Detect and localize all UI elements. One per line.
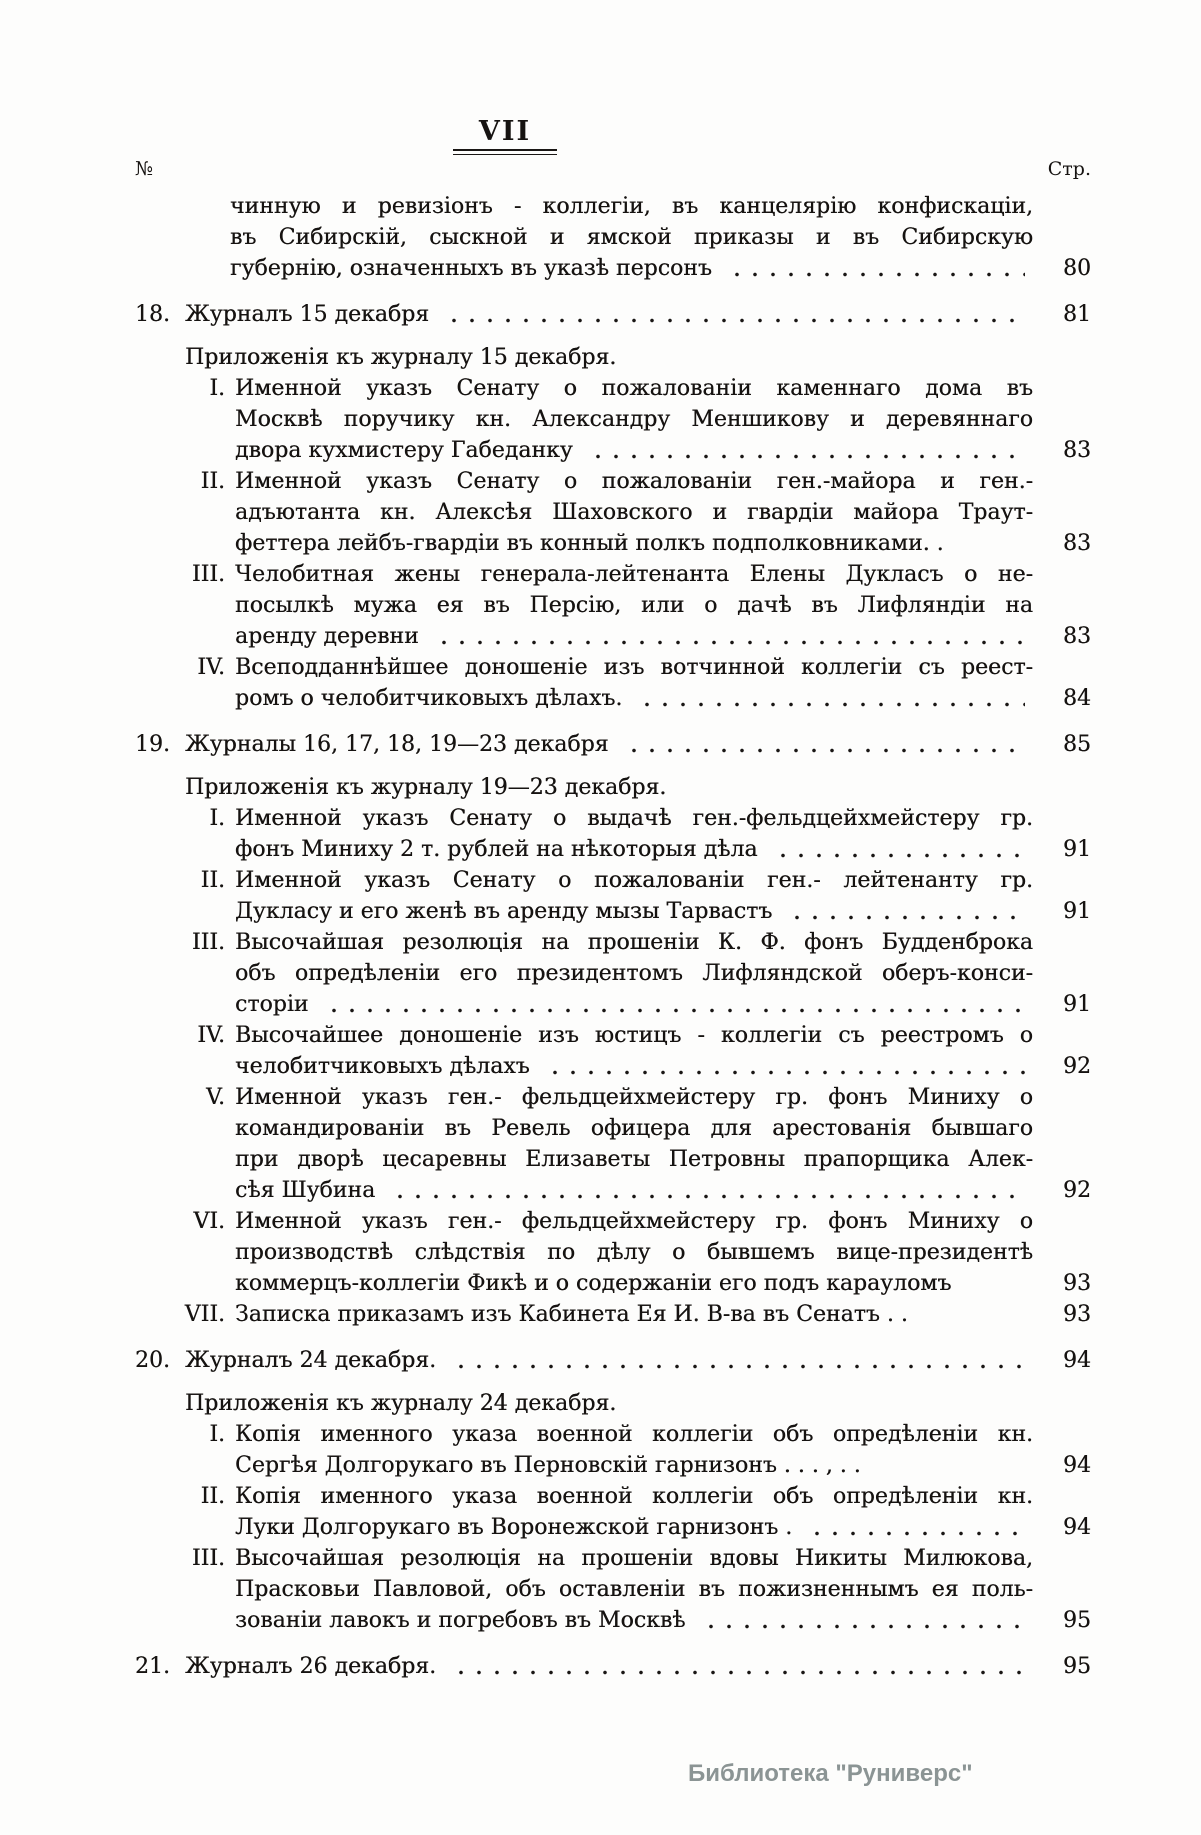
toc-entry-journal: [135, 299, 1091, 330]
entry-text: [235, 1082, 1033, 1206]
entry-text-line: [185, 1388, 1033, 1419]
item-roman-numeral: I.: [209, 806, 225, 831]
entry-text-line: [235, 1237, 1033, 1268]
entry-text-content: Высочайшее доношеніе изъ юстицъ - коллегіи съ реестромъ о: [235, 1023, 1033, 1048]
entry-text-line: [235, 652, 1033, 683]
page-ref: 94: [1063, 1348, 1091, 1373]
entry-text-line: [230, 253, 1033, 284]
entry-text-content: въ Сибирскій, сыскной и ямской приказы и въ Сибирскую: [230, 225, 1033, 250]
entry-text-content: Именной указъ Сенату о пожалованіи ген.- лейтенанту гр.: [235, 868, 1033, 893]
col-header-page: Стр.: [1047, 158, 1091, 180]
page-ref: 94: [1063, 1515, 1091, 1540]
entry-text: [235, 1206, 1033, 1299]
entry-text-line: [235, 559, 1033, 590]
entry-text-content: Записка приказамъ изъ Кабинета Ея И. В-ва въ Сенатъ . .: [235, 1302, 908, 1327]
entry-text: [235, 803, 1033, 865]
entry-text-content: ромъ о челобитчиковыхъ дѣлахъ.: [235, 686, 623, 711]
entry-text-line: [235, 1206, 1033, 1237]
entry-text-content: производствѣ слѣдствія по дѣлу о бывшемъ вице-президентѣ: [235, 1240, 1033, 1265]
entry-text-line: [235, 497, 1033, 528]
entry-text-line: [185, 299, 1033, 330]
entry-text: [235, 373, 1033, 466]
appendix-header: [135, 772, 1091, 803]
watermark: Библиотека "Руниверс": [688, 1760, 973, 1787]
entry-text-line: [235, 989, 1033, 1020]
entry-text-content: Приложенія къ журналу 19—23 декабря.: [185, 775, 667, 800]
dot-leader: [431, 638, 1025, 647]
page-ref: 93: [1063, 1271, 1091, 1296]
entry-text-content: фонъ Миниху 2 т. рублей на нѣкоторыя дѣла: [235, 837, 758, 862]
page-ref: 85: [1063, 732, 1091, 757]
item-roman-numeral: IV.: [197, 655, 225, 680]
entry-text-line: [185, 1345, 1033, 1376]
entry-text: [235, 559, 1033, 652]
folio-underline: [453, 149, 557, 155]
dot-leader: [634, 700, 1025, 709]
page-ref: 95: [1063, 1654, 1091, 1679]
entry-text: [235, 1299, 1033, 1330]
entry-text-line: [235, 896, 1033, 927]
entry-text-line: [235, 1512, 1033, 1543]
page-number: VII: [478, 116, 532, 147]
dot-leader: [770, 851, 1025, 860]
entry-text-line: [235, 404, 1033, 435]
entry-number: 20.: [135, 1348, 170, 1373]
entry-text-content: Высочайшая резолюція на прошеніи К. Ф. фонъ Будденброка: [235, 930, 1033, 955]
entry-text-content: Приложенія къ журналу 15 декабря.: [185, 345, 617, 370]
item-roman-numeral: VII.: [184, 1302, 225, 1327]
entry-text: [235, 466, 1033, 559]
col-header-entry-number: №: [135, 158, 153, 180]
entry-text-content: двора кухмистеру Габеданку: [235, 438, 573, 463]
item-roman-numeral: III.: [191, 562, 225, 587]
entry-text-line: [235, 1299, 1033, 1330]
entry-text: [235, 1419, 1033, 1481]
toc-entry-journal: [135, 1345, 1091, 1376]
entry-text: [185, 772, 1033, 803]
appendix-header: [135, 1388, 1091, 1419]
entry-text-line: [185, 772, 1033, 803]
entry-text-content: Именной указъ ген.- фельдцейхмейстеру гр. фонъ Миниху о: [235, 1209, 1033, 1234]
page-ref: 83: [1063, 624, 1091, 649]
appendix-header: [135, 342, 1091, 373]
item-roman-numeral: III.: [191, 930, 225, 955]
entry-text-line: [235, 466, 1033, 497]
entry-text-line: [235, 865, 1033, 896]
item-roman-numeral: III.: [191, 1546, 225, 1571]
toc-appendix-item: [135, 1020, 1091, 1082]
page-ref: 91: [1063, 837, 1091, 862]
entry-text-line: [235, 1082, 1033, 1113]
entry-text: [235, 1543, 1033, 1636]
toc-entry-journal: [135, 729, 1091, 760]
toc-appendix-item: [135, 1543, 1091, 1636]
entry-text-line: [235, 590, 1033, 621]
entry-text-line: [235, 1574, 1033, 1605]
page-ref: 95: [1063, 1608, 1091, 1633]
entry-text-content: Луки Долгорукаго въ Воронежской гарнизонъ .: [235, 1515, 793, 1540]
entry-text-content: Прасковьи Павловой, объ оставленіи въ пожизненнымъ ея поль-: [235, 1577, 1033, 1602]
folio-underline-thick: [453, 149, 557, 151]
item-roman-numeral: I.: [209, 376, 225, 401]
entry-text-content: командированіи въ Ревель офицера для арестованія бывшаго: [235, 1116, 1033, 1141]
dot-leader: [621, 746, 1025, 755]
entry-text-line: [235, 621, 1033, 652]
entry-text-content: объ опредѣленіи его президентомъ Лифляндской оберъ-конси-: [235, 961, 1033, 986]
entry-text-content: сторіи: [235, 992, 309, 1017]
dot-leader: [585, 452, 1025, 461]
entry-text-line: [230, 191, 1033, 222]
table-of-contents: [135, 191, 1091, 1682]
entry-text-content: Всеподданнѣйшее доношеніе изъ вотчинной коллегіи съ реест-: [235, 655, 1033, 680]
entry-text-line: [185, 1651, 1033, 1682]
entry-text-content: Именной указъ ген.- фельдцейхмейстеру гр. фонъ Миниху о: [235, 1085, 1033, 1110]
toc-appendix-item: [135, 559, 1091, 652]
entry-text: [185, 1388, 1033, 1419]
toc-appendix-item: [135, 1481, 1091, 1543]
entry-text: [235, 1481, 1033, 1543]
entry-text-line: [235, 1020, 1033, 1051]
entry-text-content: Высочайшая резолюція на прошеніи вдовы Никиты Милюкова,: [235, 1546, 1033, 1571]
dot-leader: [448, 1668, 1025, 1677]
entry-text-content: посылкѣ мужа ея въ Персію, или о дачѣ въ Лифляндіи на: [235, 593, 1033, 618]
page-ref: 92: [1063, 1054, 1091, 1079]
entry-text: [185, 299, 1033, 330]
folio-row: [135, 118, 875, 155]
entry-text-line: [235, 683, 1033, 714]
entry-text-content: Дукласу и его женѣ въ аренду мызы Тарвастъ: [235, 899, 773, 924]
dot-leader: [441, 316, 1025, 325]
dot-leader: [387, 1192, 1025, 1201]
toc-appendix-item: [135, 1206, 1091, 1299]
page-ref: 83: [1063, 531, 1091, 556]
entry-text-line: [235, 1051, 1033, 1082]
toc-appendix-item: [135, 373, 1091, 466]
toc-appendix-item: [135, 1419, 1091, 1481]
entry-text-content: зованіи лавокъ и погребовъ въ Москвѣ: [235, 1608, 686, 1633]
toc-appendix-item: [135, 803, 1091, 865]
dot-leader: [448, 1362, 1025, 1371]
page-ref: 80: [1063, 256, 1091, 281]
page-ref: 92: [1063, 1178, 1091, 1203]
entry-text-line: [235, 1543, 1033, 1574]
entry-text-line: [230, 222, 1033, 253]
entry-text-content: Челобитная жены генерала-лейтенанта Елены Дукласъ о не-: [235, 562, 1033, 587]
entry-text-content: Копія именного указа военной коллегіи объ опредѣленіи кн.: [235, 1422, 1033, 1447]
item-roman-numeral: IV.: [197, 1023, 225, 1048]
dot-leader: [698, 1622, 1026, 1631]
entry-text-line: [185, 729, 1033, 760]
folio-underline-thin: [453, 154, 557, 155]
toc-appendix-item: [135, 927, 1091, 1020]
toc-appendix-item: [135, 1299, 1091, 1330]
item-roman-numeral: I.: [209, 1422, 225, 1447]
entry-number: 21.: [135, 1654, 170, 1679]
dot-leader: [784, 913, 1025, 922]
page-ref: 83: [1063, 438, 1091, 463]
entry-number: 18.: [135, 302, 170, 327]
entry-text: [235, 1020, 1033, 1082]
entry-text: [235, 865, 1033, 927]
entry-text-content: Журналъ 15 декабря: [185, 302, 430, 327]
entry-text-line: [235, 528, 1033, 559]
entry-text-line: [235, 1605, 1033, 1636]
entry-text: [185, 729, 1033, 760]
page-ref: 81: [1063, 302, 1091, 327]
toc-appendix-item: [135, 652, 1091, 714]
entry-text-line: [185, 342, 1033, 373]
entry-text-content: чинную и ревизіонъ - коллегіи, въ канцелярію конфискаціи,: [230, 194, 1033, 219]
entry-text-line: [235, 1268, 1033, 1299]
column-headers: [135, 157, 1091, 181]
entry-text-line: [235, 435, 1033, 466]
entry-text-content: Москвѣ поручику кн. Александру Меншикову и деревяннаго: [235, 407, 1033, 432]
entry-text-content: коммерцъ-коллегіи Фикѣ и о содержаніи его подъ карауломъ: [235, 1271, 952, 1296]
page-ref: 93: [1063, 1302, 1091, 1327]
entry-text: [235, 652, 1033, 714]
entry-text-line: [235, 1419, 1033, 1450]
entry-text-content: Именной указъ Сенату о пожалованіи ген.-майора и ген.-: [235, 469, 1033, 494]
entry-number: 19.: [135, 732, 170, 757]
entry-text-content: Приложенія къ журналу 24 декабря.: [185, 1391, 617, 1416]
page-ref: 84: [1063, 686, 1091, 711]
dot-leader: [804, 1529, 1025, 1538]
entry-text-line: [235, 1450, 1033, 1481]
toc-appendix-item: [135, 1082, 1091, 1206]
entry-text-line: [235, 1113, 1033, 1144]
page-ref: 94: [1063, 1453, 1091, 1478]
toc-entry-journal: [135, 1651, 1091, 1682]
entry-text-content: сѣя Шубина: [235, 1178, 376, 1203]
entry-text-line: [235, 1144, 1033, 1175]
dot-leader: [321, 1006, 1025, 1015]
entry-text-content: губернію, означенныхъ въ указѣ персонъ: [230, 256, 712, 281]
entry-text: [185, 1651, 1033, 1682]
entry-text-line: [235, 958, 1033, 989]
entry-text-content: адъютанта кн. Алексѣя Шаховского и гвардіи майора Траут-: [235, 500, 1033, 525]
item-roman-numeral: II.: [200, 1484, 225, 1509]
entry-text-content: феттера лейбъ-гвардіи въ конный полкъ подполковниками. .: [235, 531, 944, 556]
toc-appendix-item: [135, 865, 1091, 927]
entry-text-content: Сергѣя Долгорукаго въ Перновскій гарнизонъ . . . , . .: [235, 1453, 861, 1478]
entry-text-content: Именной указъ Сенату о выдачѣ ген.-фельдцейхмейстеру гр.: [235, 806, 1033, 831]
entry-text-line: [235, 373, 1033, 404]
dot-leader: [542, 1068, 1025, 1077]
entry-text-content: Журналы 16, 17, 18, 19—23 декабря: [185, 732, 609, 757]
entry-text-line: [235, 1481, 1033, 1512]
item-roman-numeral: VI.: [193, 1209, 225, 1234]
entry-text-line: [235, 803, 1033, 834]
entry-text-content: Журналъ 26 декабря.: [185, 1654, 437, 1679]
entry-text-content: Именной указъ Сенату о пожалованіи каменнаго дома въ: [235, 376, 1033, 401]
item-roman-numeral: V.: [205, 1085, 225, 1110]
entry-text-content: аренду деревни: [235, 624, 419, 649]
entry-text: [185, 342, 1033, 373]
toc-entry-continuation: [135, 191, 1091, 284]
dot-leader: [724, 270, 1025, 279]
entry-text-content: Журналъ 24 декабря.: [185, 1348, 437, 1373]
page-ref: 91: [1063, 899, 1091, 924]
entry-text-content: Копія именного указа военной коллегіи объ опредѣленіи кн.: [235, 1484, 1033, 1509]
item-roman-numeral: II.: [200, 469, 225, 494]
toc-appendix-item: [135, 466, 1091, 559]
item-roman-numeral: II.: [200, 868, 225, 893]
entry-text-content: челобитчиковыхъ дѣлахъ: [235, 1054, 530, 1079]
entry-text-line: [235, 927, 1033, 958]
entry-text: [185, 1345, 1033, 1376]
entry-text: [235, 927, 1033, 1020]
page-ref: 91: [1063, 992, 1091, 1017]
entry-text: [230, 191, 1033, 284]
entry-text-line: [235, 834, 1033, 865]
entry-text-line: [235, 1175, 1033, 1206]
entry-text-content: при дворѣ цесаревны Елизаветы Петровны прапорщика Алек-: [235, 1147, 1033, 1172]
